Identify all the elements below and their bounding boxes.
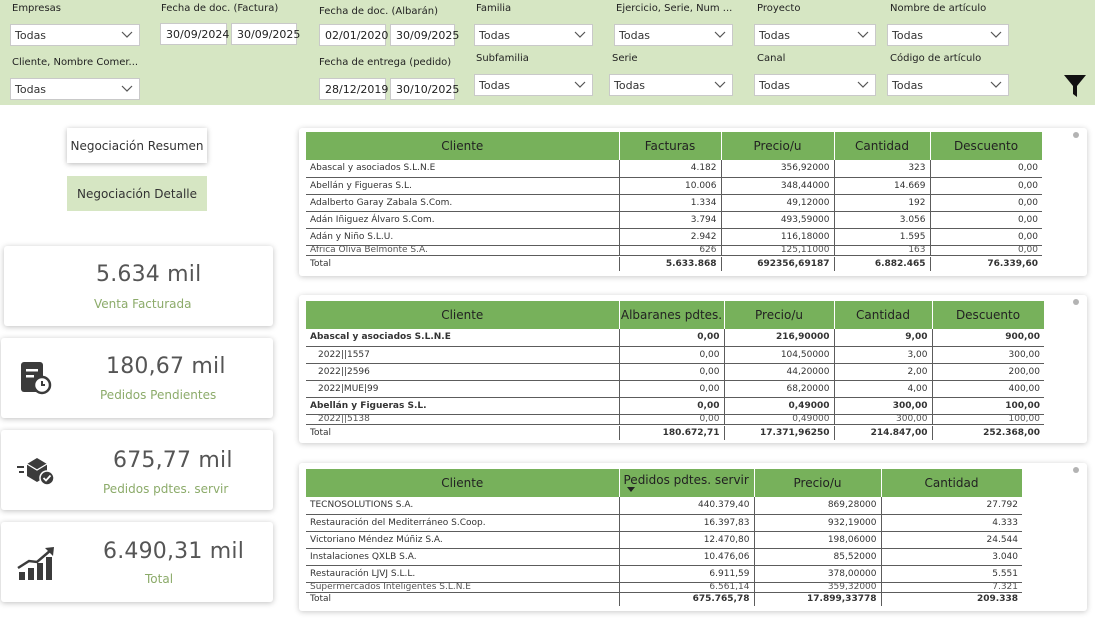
cell: 0,49000 (724, 397, 834, 414)
table-row[interactable] (306, 228, 1042, 245)
canal-value: Todas (759, 79, 791, 92)
cell: 932,19000 (754, 514, 881, 531)
chevron-down-icon (574, 80, 586, 90)
cell: TECNOSOLUTIONS S.A. (306, 497, 619, 514)
kpi-value: 180,67 mil (106, 354, 226, 379)
kpi-label: Pedidos Pendientes (100, 388, 217, 402)
header-precio[interactable]: Precio/u (724, 301, 834, 329)
chevron-down-icon (574, 30, 586, 40)
kpi-venta-facturada (4, 246, 273, 326)
familia-value: Todas (479, 29, 511, 42)
header-facturas[interactable]: Facturas (619, 132, 721, 160)
total-label: Total (306, 257, 619, 271)
cell: 2.942 (619, 228, 721, 245)
cell: 192 (834, 194, 930, 211)
cell: 400,00 (932, 380, 1044, 397)
facturas-table-card (299, 128, 1087, 276)
cell: 104,50000 (724, 346, 834, 363)
table-row[interactable] (306, 245, 1042, 255)
cell: Restauración del Mediterráneo S.Coop. (306, 514, 619, 531)
cell: 6.911,59 (619, 565, 754, 582)
header-pedidos-label: Pedidos pdtes. servir (623, 473, 749, 487)
cell: 7.321 (881, 582, 1022, 592)
proyecto-value: Todas (759, 29, 791, 42)
table-row[interactable] (306, 582, 1022, 592)
header-albaranes[interactable]: Albaranes pdtes. (619, 301, 724, 329)
cell: 0,00 (930, 177, 1042, 194)
cell: 100,00 (932, 397, 1044, 414)
total-descuento: 252.368,00 (983, 428, 1040, 438)
cell: 900,00 (932, 329, 1044, 346)
pending-invoice-clock-icon (15, 358, 59, 398)
scroll-indicator[interactable] (1073, 132, 1079, 138)
ejercicio-label: Ejercicio, Serie, Num ... (616, 3, 733, 14)
table-row[interactable] (306, 177, 1042, 194)
cell: 440.379,40 (619, 497, 754, 514)
cell: 493,59000 (721, 211, 834, 228)
canal-dropdown[interactable] (754, 74, 876, 96)
fecha-entrega-to[interactable]: 30/10/2025 (390, 78, 455, 100)
box-check-icon (15, 450, 59, 490)
cell: Abascal y asociados S.L.N.E (306, 160, 619, 177)
subfamilia-value: Todas (479, 79, 511, 92)
kpi-value: 675,77 mil (113, 448, 233, 473)
total-precio: 692356,69187 (721, 257, 834, 271)
cell: 4.333 (881, 514, 1022, 531)
header-cliente[interactable]: Cliente (306, 469, 619, 497)
cell: 12.470,80 (619, 531, 754, 548)
cell: Restauración LJVJ S.L.L. (306, 565, 619, 582)
albaranes-table (306, 301, 1045, 425)
total-label: Total (306, 592, 619, 606)
cell: 6.561,14 (619, 582, 754, 592)
cell: 2,00 (834, 363, 932, 380)
cell: Abascal y asociados S.L.N.E (306, 329, 619, 346)
table-row[interactable] (306, 497, 1022, 514)
cell: 348,44000 (721, 177, 834, 194)
cell: 0,00 (930, 160, 1042, 177)
familia-dropdown[interactable] (474, 24, 593, 46)
cell: Adalberto Garay Zabala S.Com. (306, 194, 619, 211)
total-albaranes: 180.672,71 (619, 426, 724, 440)
cell: 44,20000 (724, 363, 834, 380)
chevron-down-icon (714, 80, 726, 90)
cell: 10.476,06 (619, 548, 754, 565)
serie-label: Serie (612, 53, 638, 64)
cell: 2022|MUE|99 (306, 380, 619, 397)
scroll-indicator[interactable] (1073, 467, 1079, 473)
table-row[interactable] (306, 565, 1022, 582)
cell: África Oliva Belmonte S.A. (306, 245, 619, 255)
total-cantidad: 214.847,00 (834, 426, 932, 440)
fecha-albaran-from[interactable]: 02/01/2020 (319, 24, 386, 46)
cell: 3.040 (881, 548, 1022, 565)
cell: 1.595 (834, 228, 930, 245)
header-precio[interactable]: Precio/u (754, 469, 881, 497)
codigo-articulo-value: Todas (892, 79, 924, 92)
fecha-entrega-label: Fecha de entrega (pedido) (319, 57, 452, 68)
proyecto-dropdown[interactable] (754, 24, 876, 46)
cell: Abellán y Figueras S.L. (306, 397, 619, 414)
cell: 0,00 (930, 228, 1042, 245)
cell: 300,00 (834, 397, 932, 414)
total-cantidad: 209.338 (977, 594, 1018, 604)
chevron-down-icon (714, 30, 726, 40)
cell: 10.006 (619, 177, 721, 194)
table-row[interactable] (306, 397, 1044, 414)
header-descuento[interactable]: Descuento (932, 301, 1044, 329)
cell: 9,00 (834, 329, 932, 346)
total-pedidos: 675.765,78 (619, 592, 754, 606)
total-descuento: 76.339,60 (987, 259, 1038, 269)
cell: 300,00 (932, 346, 1044, 363)
scroll-indicator[interactable] (1073, 299, 1079, 305)
cell: Victoriano Méndez Múñiz S.A. (306, 531, 619, 548)
filter-bar (0, 0, 1095, 105)
table-row[interactable] (306, 329, 1044, 346)
growth-chart-icon (15, 542, 59, 582)
pedidos-total-row (306, 592, 1022, 606)
cell: 3.056 (834, 211, 930, 228)
fecha-entrega-from[interactable]: 28/12/2019 (319, 78, 386, 100)
cell: 3.794 (619, 211, 721, 228)
cell: 27.792 (881, 497, 1022, 514)
chevron-down-icon (990, 80, 1002, 90)
total-label: Total (306, 426, 619, 440)
canal-label: Canal (757, 53, 786, 64)
table-row[interactable] (306, 548, 1022, 565)
total-cantidad: 6.882.465 (834, 257, 930, 271)
serie-value: Todas (614, 79, 646, 92)
empresas-label: Empresas (12, 3, 61, 14)
cell: 356,92000 (721, 160, 834, 177)
cell: Adán Iñiguez Álvaro S.Com. (306, 211, 619, 228)
cell: 626 (619, 245, 721, 255)
cell: 125,11000 (721, 245, 834, 255)
chevron-down-icon (857, 30, 869, 40)
header-descuento[interactable]: Descuento (930, 132, 1042, 160)
sort-desc-icon[interactable] (627, 487, 635, 492)
fecha-albaran-label: Fecha de doc. (Albarán) (319, 6, 438, 17)
cliente-dropdown[interactable] (10, 78, 140, 100)
cell: 0,00 (619, 380, 724, 397)
fecha-albaran-to[interactable]: 30/09/2025 (390, 24, 455, 46)
codigo-articulo-label: Código de artículo (890, 53, 982, 64)
cell: 49,12000 (721, 194, 834, 211)
pedidos-table-card (299, 463, 1087, 611)
table-row[interactable] (306, 346, 1044, 363)
table-row[interactable] (306, 160, 1042, 177)
cell: 216,90000 (724, 329, 834, 346)
cell: 2022||1557 (306, 346, 619, 363)
fecha-factura-to[interactable]: 30/09/2025 (231, 23, 297, 45)
header-cliente[interactable]: Cliente (306, 301, 619, 329)
cell: 1.334 (619, 194, 721, 211)
cell: 378,00000 (754, 565, 881, 582)
codigo-articulo-dropdown[interactable] (887, 74, 1009, 96)
table-row[interactable] (306, 363, 1044, 380)
cell: 0,00 (930, 194, 1042, 211)
kpi-label: Pedidos pdtes. servir (103, 482, 229, 496)
cell: 4,00 (834, 380, 932, 397)
cell: 85,52000 (754, 548, 881, 565)
kpi-pedidos-pdtes-servir (1, 430, 273, 510)
cell: Adán y Niño S.L.U. (306, 228, 619, 245)
cell: 0,00 (619, 363, 724, 380)
albaranes-table-card (299, 295, 1087, 443)
cell: Supermercados Inteligentes S.L.N.E (306, 582, 619, 592)
cell: 198,06000 (754, 531, 881, 548)
kpi-value: 5.634 mil (96, 262, 202, 287)
cell: 3,00 (834, 346, 932, 363)
chevron-down-icon (121, 30, 133, 40)
negociacion-detalle-button[interactable]: Negociación Detalle (67, 176, 207, 211)
kpi-total (1, 522, 273, 602)
subfamilia-dropdown[interactable] (474, 74, 593, 96)
header-cantidad[interactable]: Cantidad (834, 301, 932, 329)
kpi-label: Venta Facturada (94, 297, 192, 311)
proyecto-label: Proyecto (757, 3, 801, 14)
cell: 5.551 (881, 565, 1022, 582)
cell: 869,28000 (754, 497, 881, 514)
albaranes-total-row (306, 426, 1044, 440)
cell: 0,00 (619, 346, 724, 363)
cell: 0,00 (619, 414, 724, 424)
cliente-value: Todas (15, 83, 47, 96)
cell: 24.544 (881, 531, 1022, 548)
chevron-down-icon (121, 84, 133, 94)
subfamilia-label: Subfamilia (476, 53, 529, 64)
cell: 0,00 (930, 245, 1042, 255)
cell: 359,32000 (754, 582, 881, 592)
table-row[interactable] (306, 414, 1044, 424)
kpi-pedidos-pendientes (1, 338, 273, 418)
total-facturas: 5.633.868 (619, 257, 721, 271)
serie-dropdown[interactable] (609, 74, 733, 96)
negociacion-resumen-button[interactable]: Negociación Resumen (67, 128, 207, 163)
ejercicio-dropdown[interactable] (614, 24, 733, 46)
chevron-down-icon (857, 80, 869, 90)
chevron-down-icon (990, 30, 1002, 40)
facturas-total-row (306, 257, 1042, 271)
cell: 0,49000 (724, 414, 834, 424)
cell: 323 (834, 160, 930, 177)
header-cliente[interactable]: Cliente (306, 132, 619, 160)
kpi-value: 6.490,31 mil (103, 539, 245, 564)
cell: 0,00 (619, 397, 724, 414)
table-row[interactable] (306, 194, 1042, 211)
filter-funnel-icon[interactable] (1063, 74, 1087, 98)
total-precio: 17.371,96250 (724, 426, 834, 440)
cell: 0,00 (930, 211, 1042, 228)
cell: Instalaciones QXLB S.A. (306, 548, 619, 565)
nombre-articulo-value: Todas (892, 29, 924, 42)
pedidos-table (306, 469, 1023, 593)
cell: Abellán y Figueras S.L. (306, 177, 619, 194)
cell: 100,00 (932, 414, 1044, 424)
nombre-articulo-label: Nombre de artículo (890, 3, 987, 14)
empresas-dropdown[interactable] (10, 24, 140, 46)
facturas-table (306, 132, 1043, 256)
cell: 2022||5138 (306, 414, 619, 424)
cell: 200,00 (932, 363, 1044, 380)
cell: 14.669 (834, 177, 930, 194)
table-row[interactable] (306, 514, 1022, 531)
kpi-label: Total (145, 572, 174, 586)
nombre-articulo-dropdown[interactable] (887, 24, 1009, 46)
cell: 0,00 (619, 329, 724, 346)
familia-label: Familia (476, 3, 512, 14)
table-row[interactable] (306, 531, 1022, 548)
table-row[interactable] (306, 380, 1044, 397)
header-cantidad[interactable]: Cantidad (881, 469, 1022, 497)
header-cantidad[interactable]: Cantidad (834, 132, 930, 160)
cell: 2022||2596 (306, 363, 619, 380)
cell: 68,20000 (724, 380, 834, 397)
fecha-factura-from[interactable]: 30/09/2024 (160, 23, 227, 45)
header-pedidos-pdtes[interactable] (619, 469, 754, 497)
cell: 300,00 (834, 414, 932, 424)
cell: 163 (834, 245, 930, 255)
cell: 4.182 (619, 160, 721, 177)
cell: 116,18000 (721, 228, 834, 245)
empresas-value: Todas (15, 29, 47, 42)
table-row[interactable] (306, 211, 1042, 228)
ejercicio-value: Todas (619, 29, 651, 42)
header-precio[interactable]: Precio/u (721, 132, 834, 160)
fecha-factura-label: Fecha de doc. (Factura) (161, 3, 279, 14)
total-precio: 17.899,33778 (754, 592, 881, 606)
cell: 16.397,83 (619, 514, 754, 531)
cliente-label: Cliente, Nombre Comer... (12, 57, 139, 68)
